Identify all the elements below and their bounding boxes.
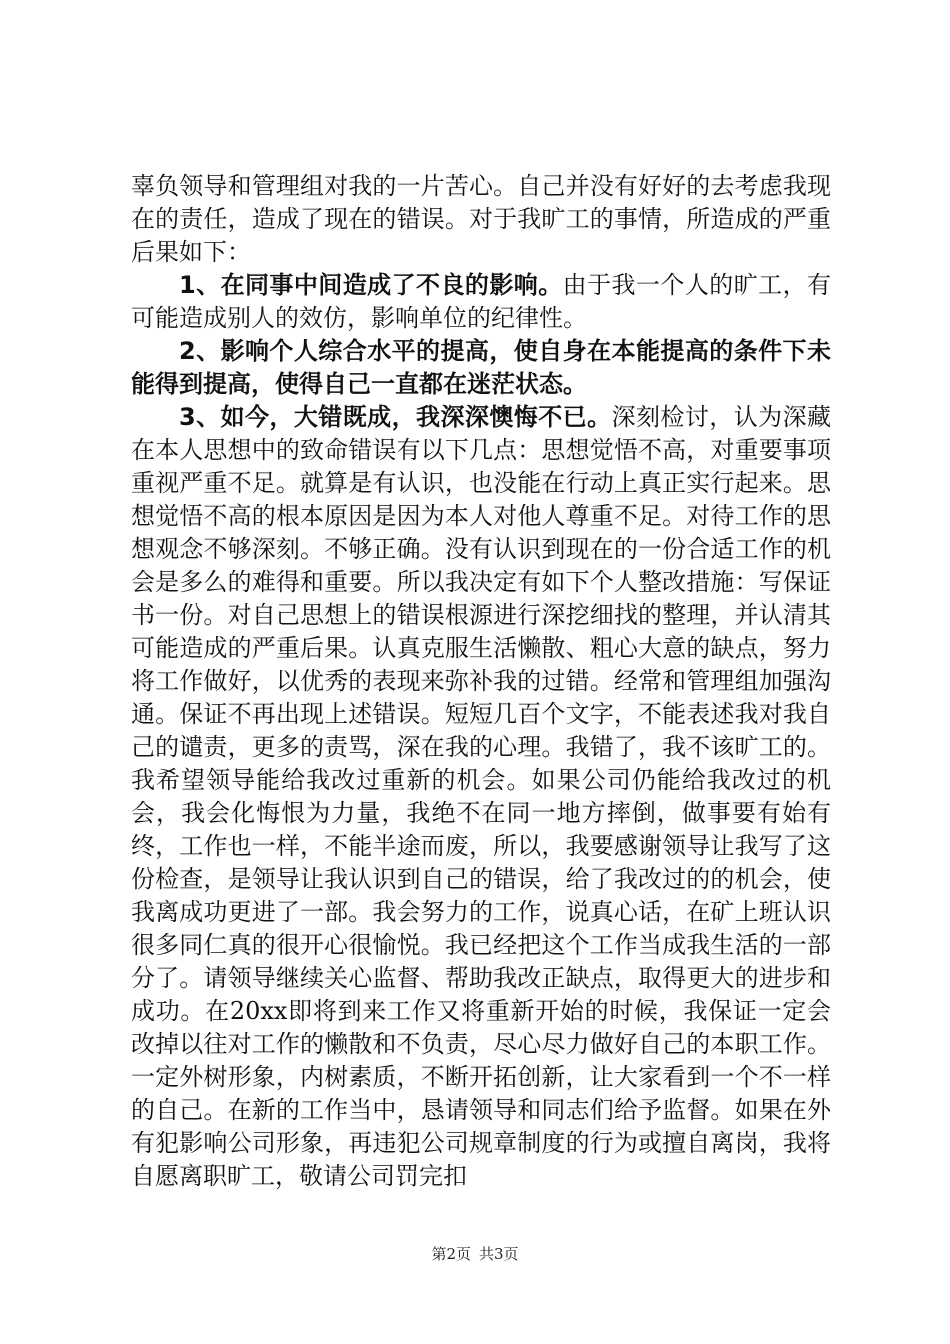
point-2-heading: 2、影响个人综合水平的提高，使自身在本能提高的条件下未能得到提高，使得自己一直都在迷茫状态。	[131, 337, 831, 398]
document-body	[131, 170, 831, 1193]
page-number-current: 第2页	[431, 1245, 471, 1263]
point-1-paragraph	[131, 269, 831, 335]
page-footer	[0, 1244, 950, 1264]
point-3-paragraph	[131, 401, 831, 1193]
point-3-heading: 3、如今，大错既成，我深深懊悔不已。	[179, 403, 612, 431]
page-number-total: 共3页	[479, 1245, 519, 1263]
intro-paragraph: 辜负领导和管理组对我的一片苦心。自己并没有好好的去考虑我现在的责任，造成了现在的错误。对于我旷工的事情，所造成的严重后果如下：	[131, 172, 831, 266]
point-1-heading: 1、在同事中间造成了不良的影响。	[179, 271, 563, 299]
point-2-paragraph	[131, 335, 831, 401]
point-1-body: 由于我一个人的旷工，有可能造成别人的效仿，影响单位的纪律性。	[131, 271, 832, 332]
point-3-body: 深刻检讨，认为深藏在本人思想中的致命错误有以下几点：思想觉悟不高，对重要事项重视严重不足。就算是有认识，也没能在行动上真正实行起来。思想觉悟不高的根本原因是因为本人对他人尊重不足。对待工作的思想观念不够深刻。不够正确。没有认识到现在的一份合适工作的机会是多么的难得和重要。所以我决定有如下个人整改措施：写保证书一份。对自己思想上的错误根源进行深挖细找的整理，并认清其可能造成的严重后果。认真克服生活懒散、粗心大意的缺点，努力将工作做好，以优秀的表现来弥补我的过错。经常和管理组加强沟通。保证不再出现上述错误。短短几百个文字，不能表述我对我自己的谴责，更多的责骂，深在我的心理。我错了，我不该旷工的。我希望领导能给我改过重新的机会。如果公司仍能给我改过的机会，我会化悔恨为力量，我绝不在同一地方摔倒，做事要有始有终，工作也一样，不能半途而废，所以，我要感谢领导让我写了这份检查，是领导让我认识到自己的错误，给了我改过的的机会，使我离成功更进了一部。我会努力的工作，说真心话，在矿上班认识很多同仁真的很开心很愉悦。我已经把这个工作当成我生活的一部分了。请领导继续关心监督、帮助我改正缺点，取得更大的进步和成功。在20xx即将到来工作又将重新开始的时候，我保证一定会改掉以往对工作的懒散和不负责，尽心尽力做好自己的本职工作。一定外树形象，内树素质，不断开拓创新，让大家看到一个不一样的自己。在新的工作当中，恳请领导和同志们给予监督。如果在外有犯影响公司形象，再违犯公司规章制度的行为或擅自离岗，我将自愿离职旷工，敬请公司罚完扣	[131, 403, 832, 1190]
